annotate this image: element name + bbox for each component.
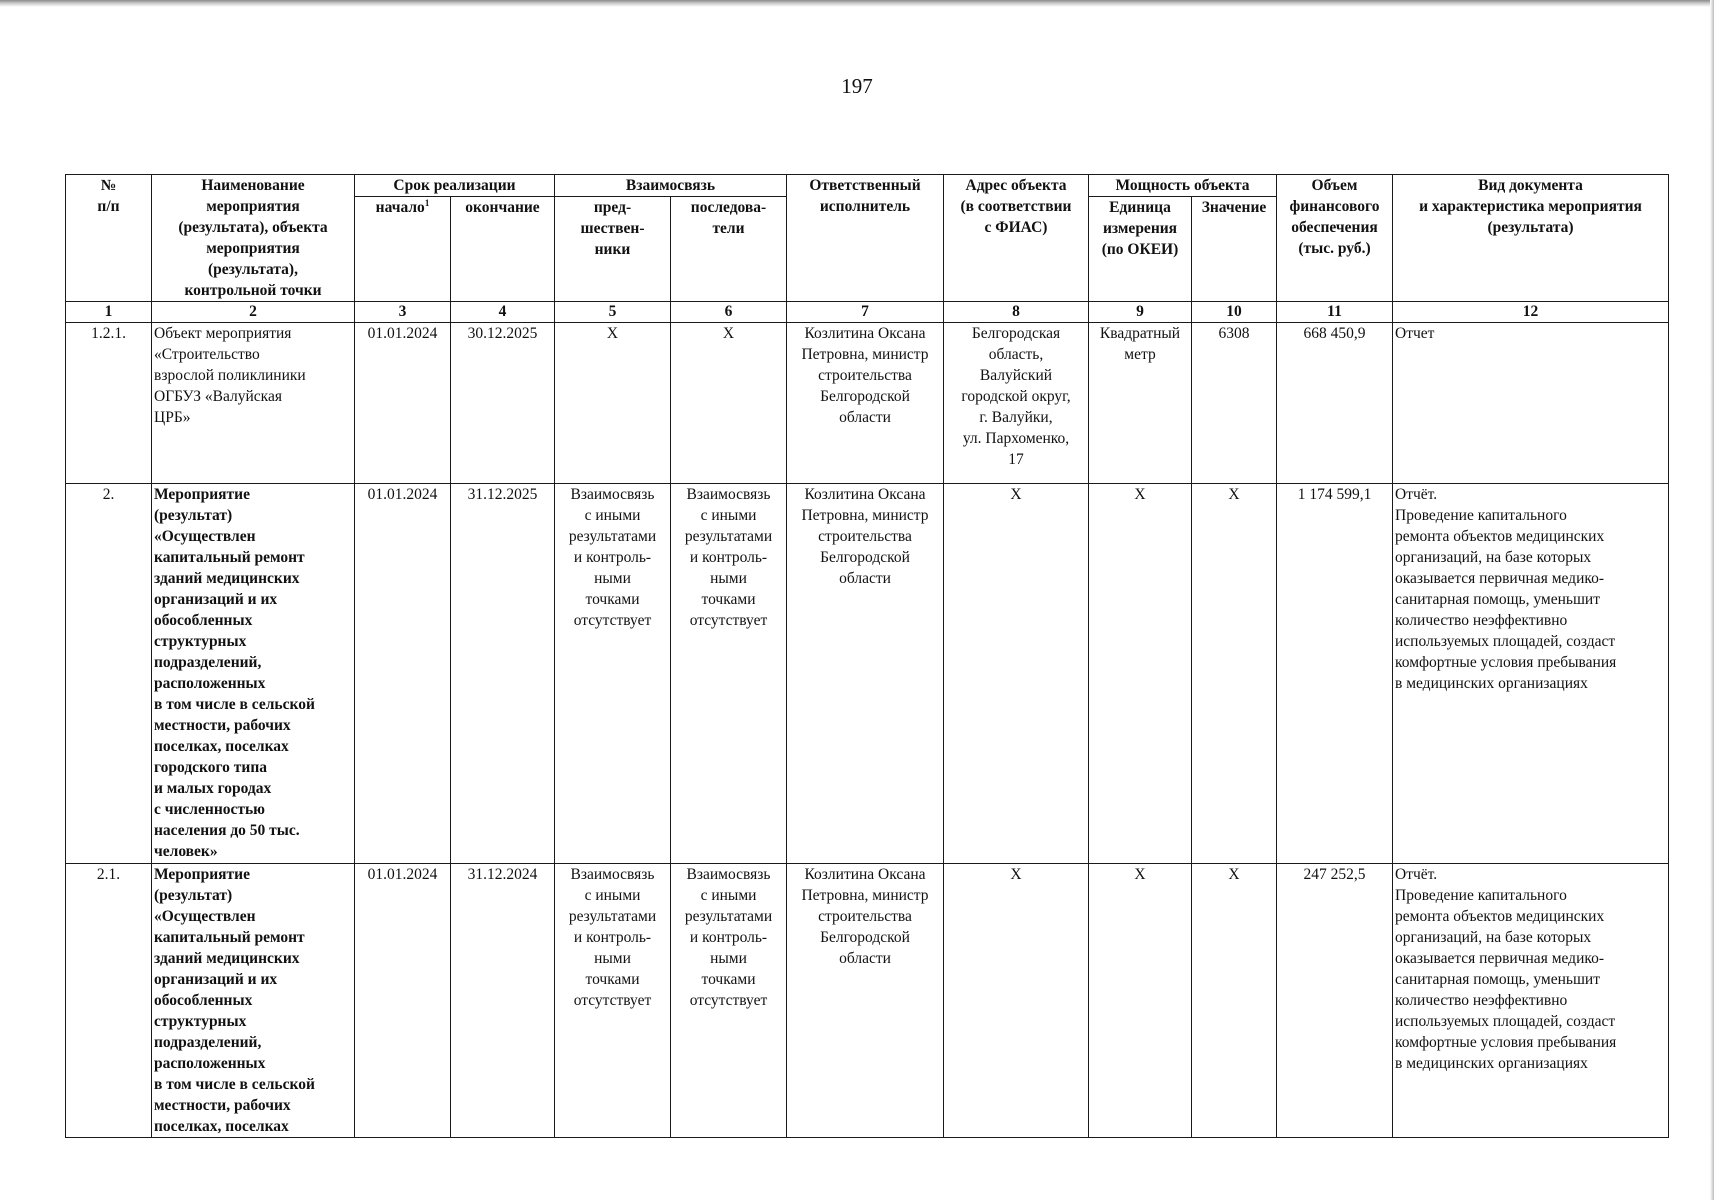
row-name: Мероприятие (результат) «Осуществлен капитальный ремонт зданий медицинских организаций и их обособленных структурных подразделений, расположенных в том числе в сельской местности, рабочих поселках, поселках городского типа и малых городах с численностью населения до 50 тыс. человек» [152, 484, 355, 864]
row-num: 1.2.1. [66, 323, 152, 484]
row-predecessors: Взаимосвязь с иными результатами и контроль- ными точками отсутствует [555, 864, 671, 1138]
row-unit: Квадратный метр [1089, 323, 1192, 484]
row-name: Мероприятие (результат) «Осуществлен капитальный ремонт зданий медицинских организаций и их обособленных структурных подразделений, расположенных в том числе в сельской местности, рабочих поселках, поселках [152, 864, 355, 1138]
col-number: 3 [355, 302, 451, 323]
row-end: 30.12.2025 [451, 323, 555, 484]
row-successors: X [671, 323, 787, 484]
row-unit: X [1089, 864, 1192, 1138]
row-start: 01.01.2024 [355, 323, 451, 484]
row-value: X [1192, 484, 1277, 864]
header-address: Адрес объекта (в соответствии с ФИАС) [944, 175, 1089, 302]
row-value: 6308 [1192, 323, 1277, 484]
header-predecessors: пред- шествен- ники [555, 197, 671, 302]
row-doc: Отчёт. Проведение капитального ремонта объектов медицинских организаций, на базе которых оказывается первичная медико- санитарная помощь, уменьшит количество неэффективно используемых площадей, создаст комфортные условия пребывания в медицинских организациях [1393, 864, 1669, 1138]
col-number: 6 [671, 302, 787, 323]
header-start: начало$^1$ [355, 197, 451, 302]
col-number: 7 [787, 302, 944, 323]
row-value: X [1192, 864, 1277, 1138]
header-name: Наименование мероприятия (результата), объекта мероприятия (результата), контрольной точки [152, 175, 355, 302]
row-start: 01.01.2024 [355, 864, 451, 1138]
row-start: 01.01.2024 [355, 484, 451, 864]
row-address: X [944, 484, 1089, 864]
col-number: 12 [1393, 302, 1669, 323]
row-name: Объект мероприятия «Строительство взрослой поликлиники ОГБУЗ «Валуйская ЦРБ» [152, 323, 355, 484]
page-number: 197 [841, 74, 873, 98]
row-executor: Козлитина Оксана Петровна, министр строительства Белгородской области [787, 864, 944, 1138]
table-row [66, 323, 1669, 484]
col-number: 8 [944, 302, 1089, 323]
row-executor: Козлитина Оксана Петровна, министр строительства Белгородской области [787, 484, 944, 864]
header-num: № п/п [66, 175, 152, 302]
row-num: 2. [66, 484, 152, 864]
header-end: окончание [451, 197, 555, 302]
col-number: 5 [555, 302, 671, 323]
row-successors: Взаимосвязь с иными результатами и контроль- ными точками отсутствует [671, 484, 787, 864]
row-address: Белгородская область, Валуйский городской округ, г. Валуйки, ул. Пархоменко, 17 [944, 323, 1089, 484]
row-doc: Отчёт. Проведение капитального ремонта объектов медицинских организаций, на базе которых оказывается первичная медико- санитарная помощь, уменьшит количество неэффективно используемых площадей, создаст комфортные условия пребывания в медицинских организациях [1393, 484, 1669, 864]
header-relation: Взаимосвязь [555, 175, 787, 197]
activities-table [65, 174, 1669, 1138]
header-capacity: Мощность объекта [1089, 175, 1277, 197]
col-number: 1 [66, 302, 152, 323]
row-finance: 247 252,5 [1277, 864, 1393, 1138]
header-finance: Объем финансового обеспечения (тыс. руб.) [1277, 175, 1393, 302]
header-term: Срок реализации [355, 175, 555, 197]
row-predecessors: Взаимосвязь с иными результатами и контроль- ными точками отсутствует [555, 484, 671, 864]
header-executor: Ответственный исполнитель [787, 175, 944, 302]
row-num: 2.1. [66, 864, 152, 1138]
row-finance: 1 174 599,1 [1277, 484, 1393, 864]
row-end: 31.12.2025 [451, 484, 555, 864]
header-unit: Единица измерения (по ОКЕИ) [1089, 197, 1192, 302]
header-successors: последова- тели [671, 197, 787, 302]
col-number: 10 [1192, 302, 1277, 323]
row-predecessors: X [555, 323, 671, 484]
row-finance: 668 450,9 [1277, 323, 1393, 484]
scan-right-edge [1710, 0, 1714, 1200]
row-end: 31.12.2024 [451, 864, 555, 1138]
table-row [66, 484, 1669, 864]
row-successors: Взаимосвязь с иными результатами и контроль- ными точками отсутствует [671, 864, 787, 1138]
header-doc: Вид документа и характеристика мероприятия (результата) [1393, 175, 1669, 302]
table-row [66, 864, 1669, 1138]
col-number: 4 [451, 302, 555, 323]
col-number: 11 [1277, 302, 1393, 323]
col-number: 2 [152, 302, 355, 323]
scan-top-edge [0, 0, 1714, 7]
col-number: 9 [1089, 302, 1192, 323]
row-unit: X [1089, 484, 1192, 864]
row-doc: Отчет [1393, 323, 1669, 484]
row-address: X [944, 864, 1089, 1138]
header-value: Значение [1192, 197, 1277, 302]
row-executor: Козлитина Оксана Петровна, министр строительства Белгородской области [787, 323, 944, 484]
